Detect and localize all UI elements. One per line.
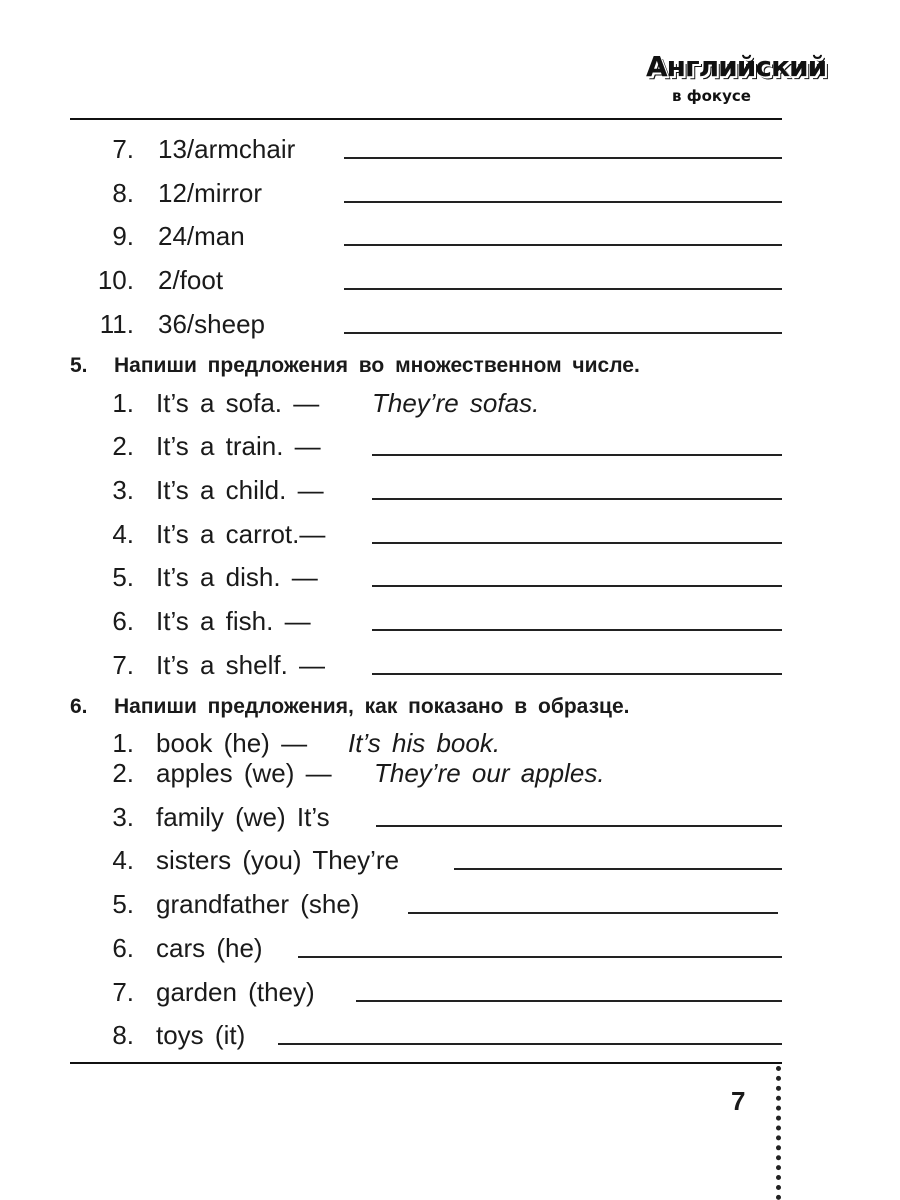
answer-line[interactable] (356, 1000, 782, 1002)
list-item (0, 799, 900, 835)
item-number: 1. (112, 388, 134, 418)
list-item (0, 428, 900, 464)
item-number: 9. (112, 221, 134, 251)
item-text: It’s a carrot.— (156, 519, 326, 549)
item-text: toys (it) (156, 1020, 246, 1050)
item-number: 10. (97, 265, 134, 295)
item-text: grandfather (she) (156, 889, 360, 919)
top-rule (70, 118, 782, 120)
list-item (0, 603, 900, 639)
list-item (0, 842, 900, 878)
task-number: 5. (70, 354, 88, 377)
answer-line[interactable] (372, 542, 782, 544)
item-text: family (we) It’s (156, 802, 330, 832)
example-answer: They’re our apples. (374, 758, 605, 788)
item-text: It’s a sofa. — (156, 388, 320, 418)
list-item (0, 755, 900, 791)
item-number: 4. (112, 845, 134, 875)
example-answer: They’re sofas. (372, 388, 540, 418)
list-item (0, 886, 900, 922)
item-number: 7. (112, 134, 134, 164)
list-item (0, 472, 900, 508)
task-title: Напиши предложения во множественном числе. (114, 354, 640, 377)
item-text: 36/sheep (158, 309, 265, 339)
answer-line[interactable] (376, 825, 782, 827)
dotted-margin-line (776, 1066, 781, 1200)
item-number: 4. (112, 519, 134, 549)
item-number: 6. (112, 933, 134, 963)
answer-line[interactable] (408, 912, 778, 914)
item-number: 8. (112, 1020, 134, 1050)
item-text: It’s a shelf. — (156, 650, 326, 680)
list-item (0, 175, 900, 211)
task-title: Напиши предложения, как показано в образце. (114, 695, 630, 718)
answer-line[interactable] (344, 201, 782, 203)
item-number: 5. (112, 562, 134, 592)
answer-line[interactable] (372, 673, 782, 675)
item-text: 2/foot (158, 265, 224, 295)
item-number: 2. (112, 758, 134, 788)
logo-subtitle: в фокусе (672, 87, 751, 105)
example-answer: It’s his book. (348, 728, 501, 758)
item-number: 6. (112, 606, 134, 636)
page-number: 7 (731, 1086, 746, 1116)
item-number: 1. (112, 728, 134, 758)
answer-line[interactable] (372, 585, 782, 587)
item-number: 8. (112, 178, 134, 208)
item-text: It’s a dish. — (156, 562, 318, 592)
list-item (0, 131, 900, 167)
item-text: 24/man (158, 221, 245, 251)
list-item (0, 1017, 900, 1053)
item-text: book (he) — (156, 728, 308, 758)
answer-line[interactable] (344, 332, 782, 334)
list-item (0, 559, 900, 595)
item-number: 7. (112, 977, 134, 1007)
item-text: It’s a fish. — (156, 606, 311, 636)
answer-line[interactable] (298, 956, 782, 958)
item-text: 13/armchair (158, 134, 296, 164)
list-item (0, 218, 900, 254)
item-text: 12/mirror (158, 178, 263, 208)
item-number: 11. (99, 309, 134, 339)
answer-line[interactable] (372, 498, 782, 500)
task-number: 6. (70, 695, 88, 718)
list-item (0, 974, 900, 1010)
answer-line[interactable] (344, 157, 782, 159)
answer-line[interactable] (278, 1043, 782, 1045)
answer-line[interactable] (344, 288, 782, 290)
item-number: 3. (112, 475, 134, 505)
item-text: It’s a train. — (156, 431, 321, 461)
answer-line[interactable] (372, 629, 782, 631)
item-number: 3. (112, 802, 134, 832)
item-text: garden (they) (156, 977, 315, 1007)
item-number: 2. (112, 431, 134, 461)
item-number: 7. (112, 650, 134, 680)
item-text: apples (we) — (156, 758, 332, 788)
item-number: 5. (112, 889, 134, 919)
item-text: cars (he) (156, 933, 263, 963)
logo-title: Английский (646, 50, 827, 83)
item-text: sisters (you) They’re (156, 845, 400, 875)
answer-line[interactable] (344, 244, 782, 246)
bottom-rule (70, 1062, 782, 1064)
list-item (0, 262, 900, 298)
list-item (0, 647, 900, 683)
item-text: It’s a child. — (156, 475, 324, 505)
list-item (0, 385, 900, 421)
list-item (0, 306, 900, 342)
answer-line[interactable] (454, 868, 782, 870)
list-item (0, 930, 900, 966)
answer-line[interactable] (372, 454, 782, 456)
list-item (0, 516, 900, 552)
